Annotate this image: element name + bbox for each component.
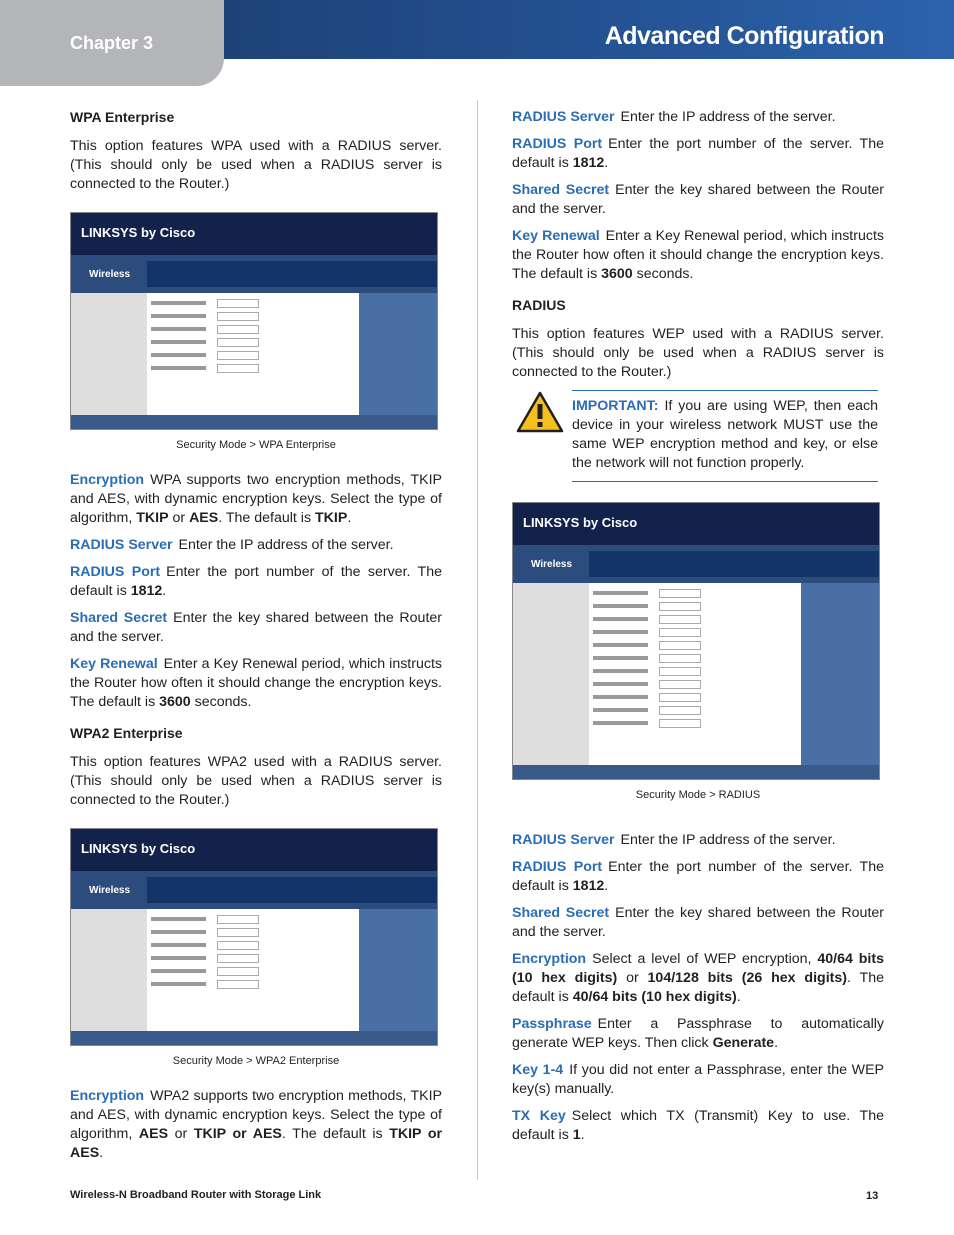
caption-wpa-enterprise: Security Mode > WPA Enterprise	[176, 439, 336, 451]
term-encryption: Encryption	[512, 951, 587, 967]
screenshot-radius	[512, 502, 880, 780]
wpa2-intro: This option features WPA2 used with a RADIUS server. (This should only be used when a RADIUS server is connected to the Router.)	[70, 754, 442, 808]
page-number: 13	[866, 1190, 879, 1202]
chapter-label: Chapter 3	[70, 33, 154, 53]
term-key-renewal: Key Renewal	[512, 228, 600, 244]
term-key-renewal: Key Renewal	[70, 656, 158, 672]
term-radius-port: RADIUS Port	[70, 564, 161, 580]
radius-server-para: RADIUS Server Enter the IP address of the server.	[512, 832, 836, 848]
radius-encryption-para: Encryption Select a level of WEP encryption, 40/64 bits (10 hex digits) or 104/128 bits (26 hex digits). The default is 40/64 bits (10 hex digits).	[512, 951, 884, 1005]
linksys-logo: LINKSYS by Cisco	[81, 841, 196, 856]
term-radius-port: RADIUS Port	[512, 136, 603, 152]
wpa-encryption-para: Encryption WPA supports two encryption methods, TKIP and AES, with dynamic encryption keys. Select the type of algorithm, TKIP or AES. The default is TKIP.	[70, 472, 442, 526]
right-column	[512, 108, 884, 1153]
caption-radius: Security Mode > RADIUS	[635, 789, 761, 801]
radius-intro: This option features WEP used with a RADIUS server. (This should only be used when a RADIUS server is connected to the Router.)	[512, 326, 884, 380]
term-encryption: Encryption	[70, 1088, 145, 1104]
term-radius-server: RADIUS Server	[512, 109, 615, 125]
wpa2-radius-port-para: RADIUS Port Enter the port number of the server. The default is 1812.	[512, 136, 884, 171]
caption-wpa2-enterprise: Security Mode > WPA2 Enterprise	[172, 1055, 340, 1067]
screenshot-wpa2-enterprise	[70, 828, 438, 1046]
radius-heading: RADIUS	[512, 297, 566, 313]
term-shared-secret: Shared Secret	[512, 905, 610, 921]
wpa2-radius-server-para: RADIUS Server Enter the IP address of the server.	[512, 109, 836, 125]
radius-port-para: RADIUS Port Enter the port number of the server. The default is 1812.	[512, 859, 884, 894]
linksys-logo: LINKSYS by Cisco	[523, 515, 638, 530]
wpa-intro: This option features WPA used with a RADIUS server. (This should only be used when a RADIUS server is connected to the Router.)	[70, 138, 442, 192]
wpa-shared-secret-para: Shared Secret Enter the key shared between the Router and the server.	[70, 610, 443, 645]
term-passphrase: Passphrase	[512, 1016, 592, 1032]
term-encryption: Encryption	[70, 472, 145, 488]
radius-passphrase-para: Passphrase Enter a Passphrase to automatically generate WEP keys. Then click Generate.	[512, 1016, 884, 1051]
screenshot-wpa-enterprise	[70, 212, 438, 430]
term-shared-secret: Shared Secret	[512, 182, 610, 198]
term-tx-key: TX Key	[512, 1108, 566, 1124]
nav-wireless-label: Wireless	[531, 559, 573, 570]
wpa-enterprise-heading: WPA Enterprise	[70, 109, 175, 125]
radius-tx-key-para: TX Key Select which TX (Transmit) Key to use. The default is 1.	[512, 1108, 884, 1143]
term-radius-server: RADIUS Server	[512, 832, 615, 848]
warning-icon	[516, 391, 564, 433]
wpa-radius-port-para: RADIUS Port Enter the port number of the server. The default is 1812.	[70, 564, 442, 599]
footer-product: Wireless-N Broadband Router with Storage Link	[70, 1189, 322, 1201]
linksys-logo: LINKSYS by Cisco	[81, 225, 196, 240]
chapter-tab	[0, 0, 224, 86]
term-key: Key 1-4	[512, 1062, 564, 1078]
page-title: Advanced Configuration	[604, 22, 884, 50]
column-divider	[477, 100, 478, 1180]
radius-shared-secret-para: Shared Secret Enter the key shared between the Router and the server.	[512, 905, 885, 940]
important-label: IMPORTANT:	[572, 398, 659, 414]
term-radius-server: RADIUS Server	[70, 537, 173, 553]
left-column	[70, 108, 442, 1171]
important-text: If you are using WEP, then each device in your wireless network MUST use the same WEP encryption method and key, or else the network will not function properly.	[572, 398, 878, 471]
radius-key-para: Key 1-4 If you did not enter a Passphrase, enter the WEP key(s) manually.	[512, 1062, 885, 1097]
wpa2-encryption-para: Encryption WPA2 supports two encryption methods, TKIP and AES, with dynamic encryption keys. Select the type of algorithm, AES or TKIP or AES. The default is TKIP or AES.	[70, 1088, 443, 1161]
wpa2-shared-secret-para: Shared Secret Enter the key shared between the Router and the server.	[512, 182, 885, 217]
term-radius-port: RADIUS Port	[512, 859, 603, 875]
wpa2-key-renewal-para: Key Renewal Enter a Key Renewal period, which instructs the Router how often it should change the encryption keys. The default is 3600 seconds.	[512, 228, 884, 282]
nav-wireless-label: Wireless	[89, 269, 131, 280]
wpa-key-renewal-para: Key Renewal Enter a Key Renewal period, which instructs the Router how often it should change the encryption keys. The default is 3600 seconds.	[70, 656, 442, 710]
term-shared-secret: Shared Secret	[70, 610, 168, 626]
nav-wireless-label: Wireless	[89, 885, 131, 896]
wpa-radius-server-para: RADIUS Server Enter the IP address of the server.	[70, 537, 394, 553]
important-note	[572, 390, 878, 482]
wpa2-enterprise-heading: WPA2 Enterprise	[70, 725, 183, 741]
